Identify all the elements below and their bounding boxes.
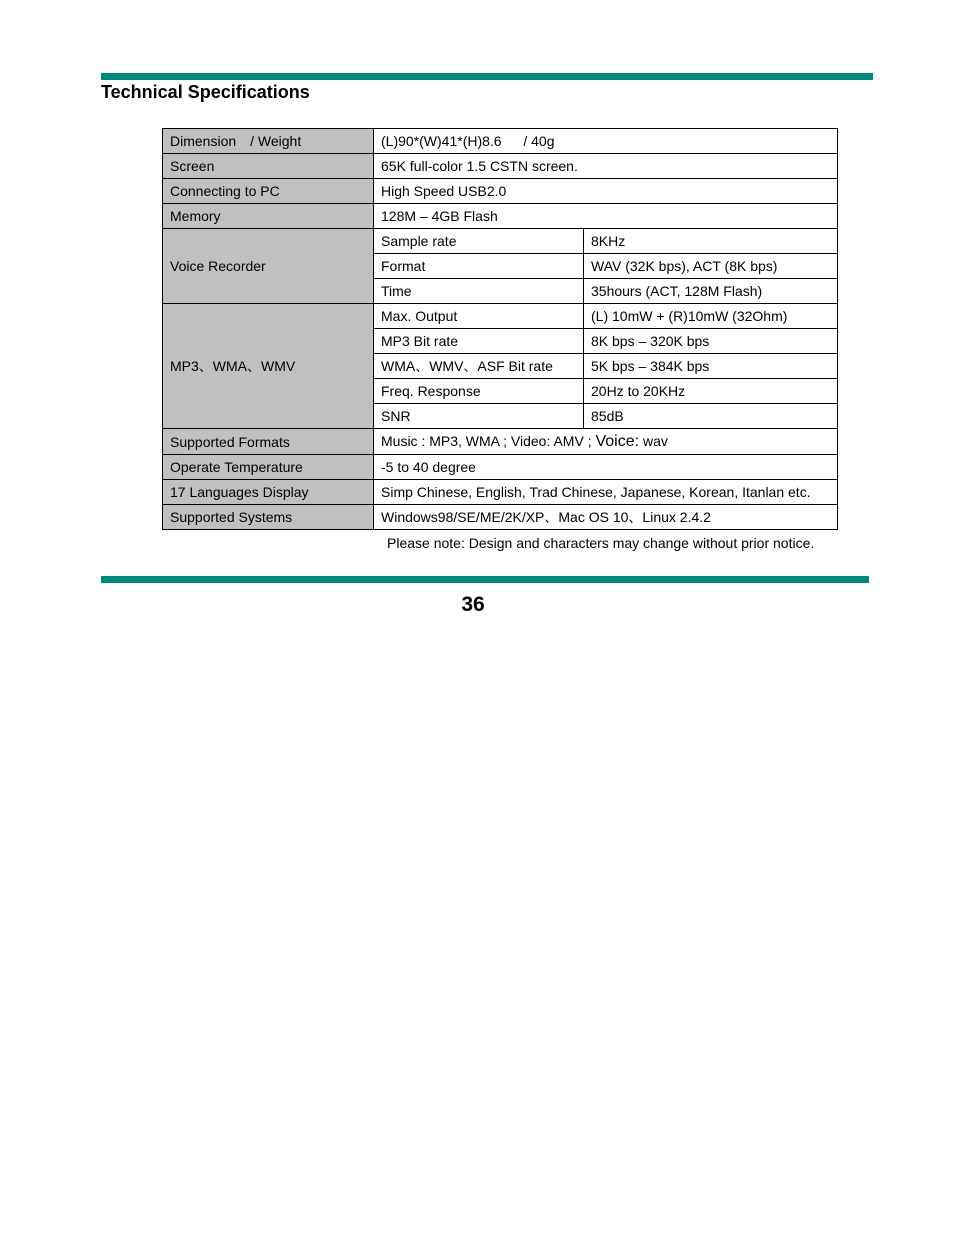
spec-table: [162, 128, 838, 530]
page-number: 36: [461, 593, 485, 616]
disclaimer-note: Please note: Design and characters may change without prior notice.: [387, 535, 815, 551]
formats-voice: Voice:: [595, 433, 640, 450]
spec-label: Memory: [163, 204, 374, 229]
sub-spec-value: (L) 10mW + (R)10mW (32Ohm): [584, 304, 838, 329]
spec-label: Supported Formats: [163, 429, 374, 455]
spec-label: 17 Languages Display: [163, 480, 374, 505]
table-row: [163, 204, 838, 229]
formats-prefix: Music : MP3, WMA ; Video: AMV ;: [381, 433, 596, 449]
spec-label: Operate Temperature: [163, 455, 374, 480]
spec-value: High Speed USB2.0: [374, 179, 838, 204]
top-divider: [101, 73, 873, 80]
bottom-divider: [101, 576, 869, 583]
sub-spec-name: Format: [374, 254, 584, 279]
table-row: [163, 129, 838, 154]
sub-spec-value: 8KHz: [584, 229, 838, 254]
table-row: [163, 179, 838, 204]
table-row: [163, 229, 838, 254]
spec-label-mp3: MP3、WMA、WMV: [163, 304, 374, 429]
spec-value-formats: [374, 429, 838, 455]
sub-spec-name: MP3 Bit rate: [374, 329, 584, 354]
spec-label: Connecting to PC: [163, 179, 374, 204]
sub-spec-value: 5K bps – 384K bps: [584, 354, 838, 379]
spec-value: Simp Chinese, English, Trad Chinese, Japanese, Korean, Itanlan etc.: [374, 480, 838, 505]
spec-value: (L)90*(W)41*(H)8.6 / 40g: [374, 129, 838, 154]
sub-spec-value: 20Hz to 20KHz: [584, 379, 838, 404]
spec-value: -5 to 40 degree: [374, 455, 838, 480]
sub-spec-name: Max. Output: [374, 304, 584, 329]
table-row: [163, 505, 838, 530]
spec-label: Dimension / Weight: [163, 129, 374, 154]
spec-value: Windows98/SE/ME/2K/XP、Mac OS 10、Linux 2.4.2: [374, 505, 838, 530]
sub-spec-value: 35hours (ACT, 128M Flash): [584, 279, 838, 304]
page-title: Technical Specifications: [101, 82, 310, 102]
sub-spec-value: WAV (32K bps), ACT (8K bps): [584, 254, 838, 279]
table-row: [163, 429, 838, 455]
spec-value: 128M – 4GB Flash: [374, 204, 838, 229]
sub-spec-name: SNR: [374, 404, 584, 429]
sub-spec-name: Time: [374, 279, 584, 304]
sub-spec-name: WMA、WMV、ASF Bit rate: [374, 354, 584, 379]
sub-spec-name: Sample rate: [374, 229, 584, 254]
spec-label: Supported Systems: [163, 505, 374, 530]
sub-spec-value: 85dB: [584, 404, 838, 429]
table-row: [163, 455, 838, 480]
table-row: [163, 154, 838, 179]
sub-spec-value: 8K bps – 320K bps: [584, 329, 838, 354]
sub-spec-name: Freq. Response: [374, 379, 584, 404]
formats-suffix: wav: [639, 433, 668, 449]
table-row: [163, 304, 838, 329]
spec-label-voice-recorder: Voice Recorder: [163, 229, 374, 304]
spec-label: Screen: [163, 154, 374, 179]
table-row: [163, 480, 838, 505]
spec-value: 65K full-color 1.5 CSTN screen.: [374, 154, 838, 179]
